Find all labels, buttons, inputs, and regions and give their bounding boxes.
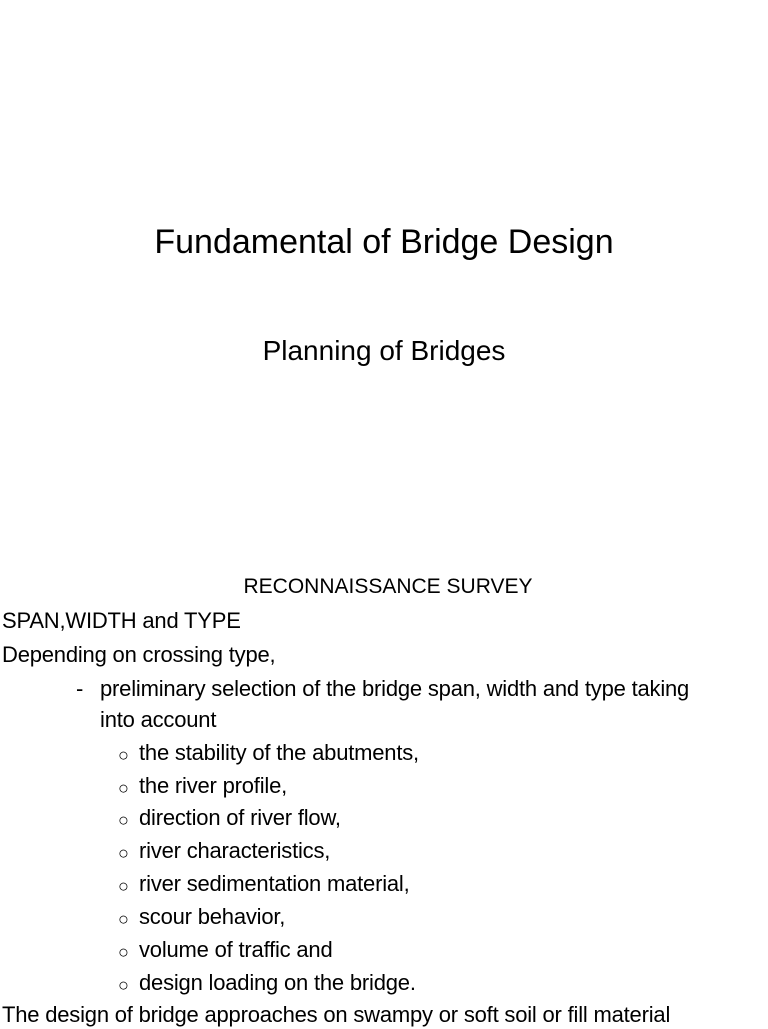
page-subtitle: Planning of Bridges	[262, 335, 506, 366]
list-item: design loading on the bridge.	[139, 970, 416, 995]
intro-line: Depending on crossing type,	[2, 642, 276, 667]
bullet-circle-icon: ○	[118, 810, 129, 830]
dash-line-2: into account	[100, 707, 217, 732]
dash-marker: -	[76, 676, 84, 701]
bullet-circle-icon: ○	[118, 778, 129, 798]
list-item: the river profile,	[139, 773, 288, 798]
bullet-circle-icon: ○	[118, 876, 129, 896]
list-item: volume of traffic and	[139, 937, 333, 962]
section-heading: RECONNAISSANCE SURVEY	[243, 575, 533, 598]
bullet-circle-icon: ○	[118, 843, 129, 863]
list-item: river sedimentation material,	[139, 871, 410, 896]
span-heading: SPAN,WIDTH and TYPE	[2, 608, 241, 633]
dash-line-1: preliminary selection of the bridge span, width and type taking	[100, 676, 690, 701]
bullet-circle-icon: ○	[118, 975, 129, 995]
closing-text: The design of bridge approaches on swampy or soft soil or fill material	[2, 1002, 671, 1027]
list-item: the stability of the abutments,	[139, 740, 419, 765]
bullet-circle-icon: ○	[118, 745, 129, 765]
page-title: Fundamental of Bridge Design	[154, 223, 614, 261]
list-item: direction of river flow,	[139, 805, 341, 830]
list-item: scour behavior,	[139, 904, 286, 929]
bullet-circle-icon: ○	[118, 909, 129, 929]
bullet-circle-icon: ○	[118, 942, 129, 962]
list-item: river characteristics,	[139, 838, 331, 863]
